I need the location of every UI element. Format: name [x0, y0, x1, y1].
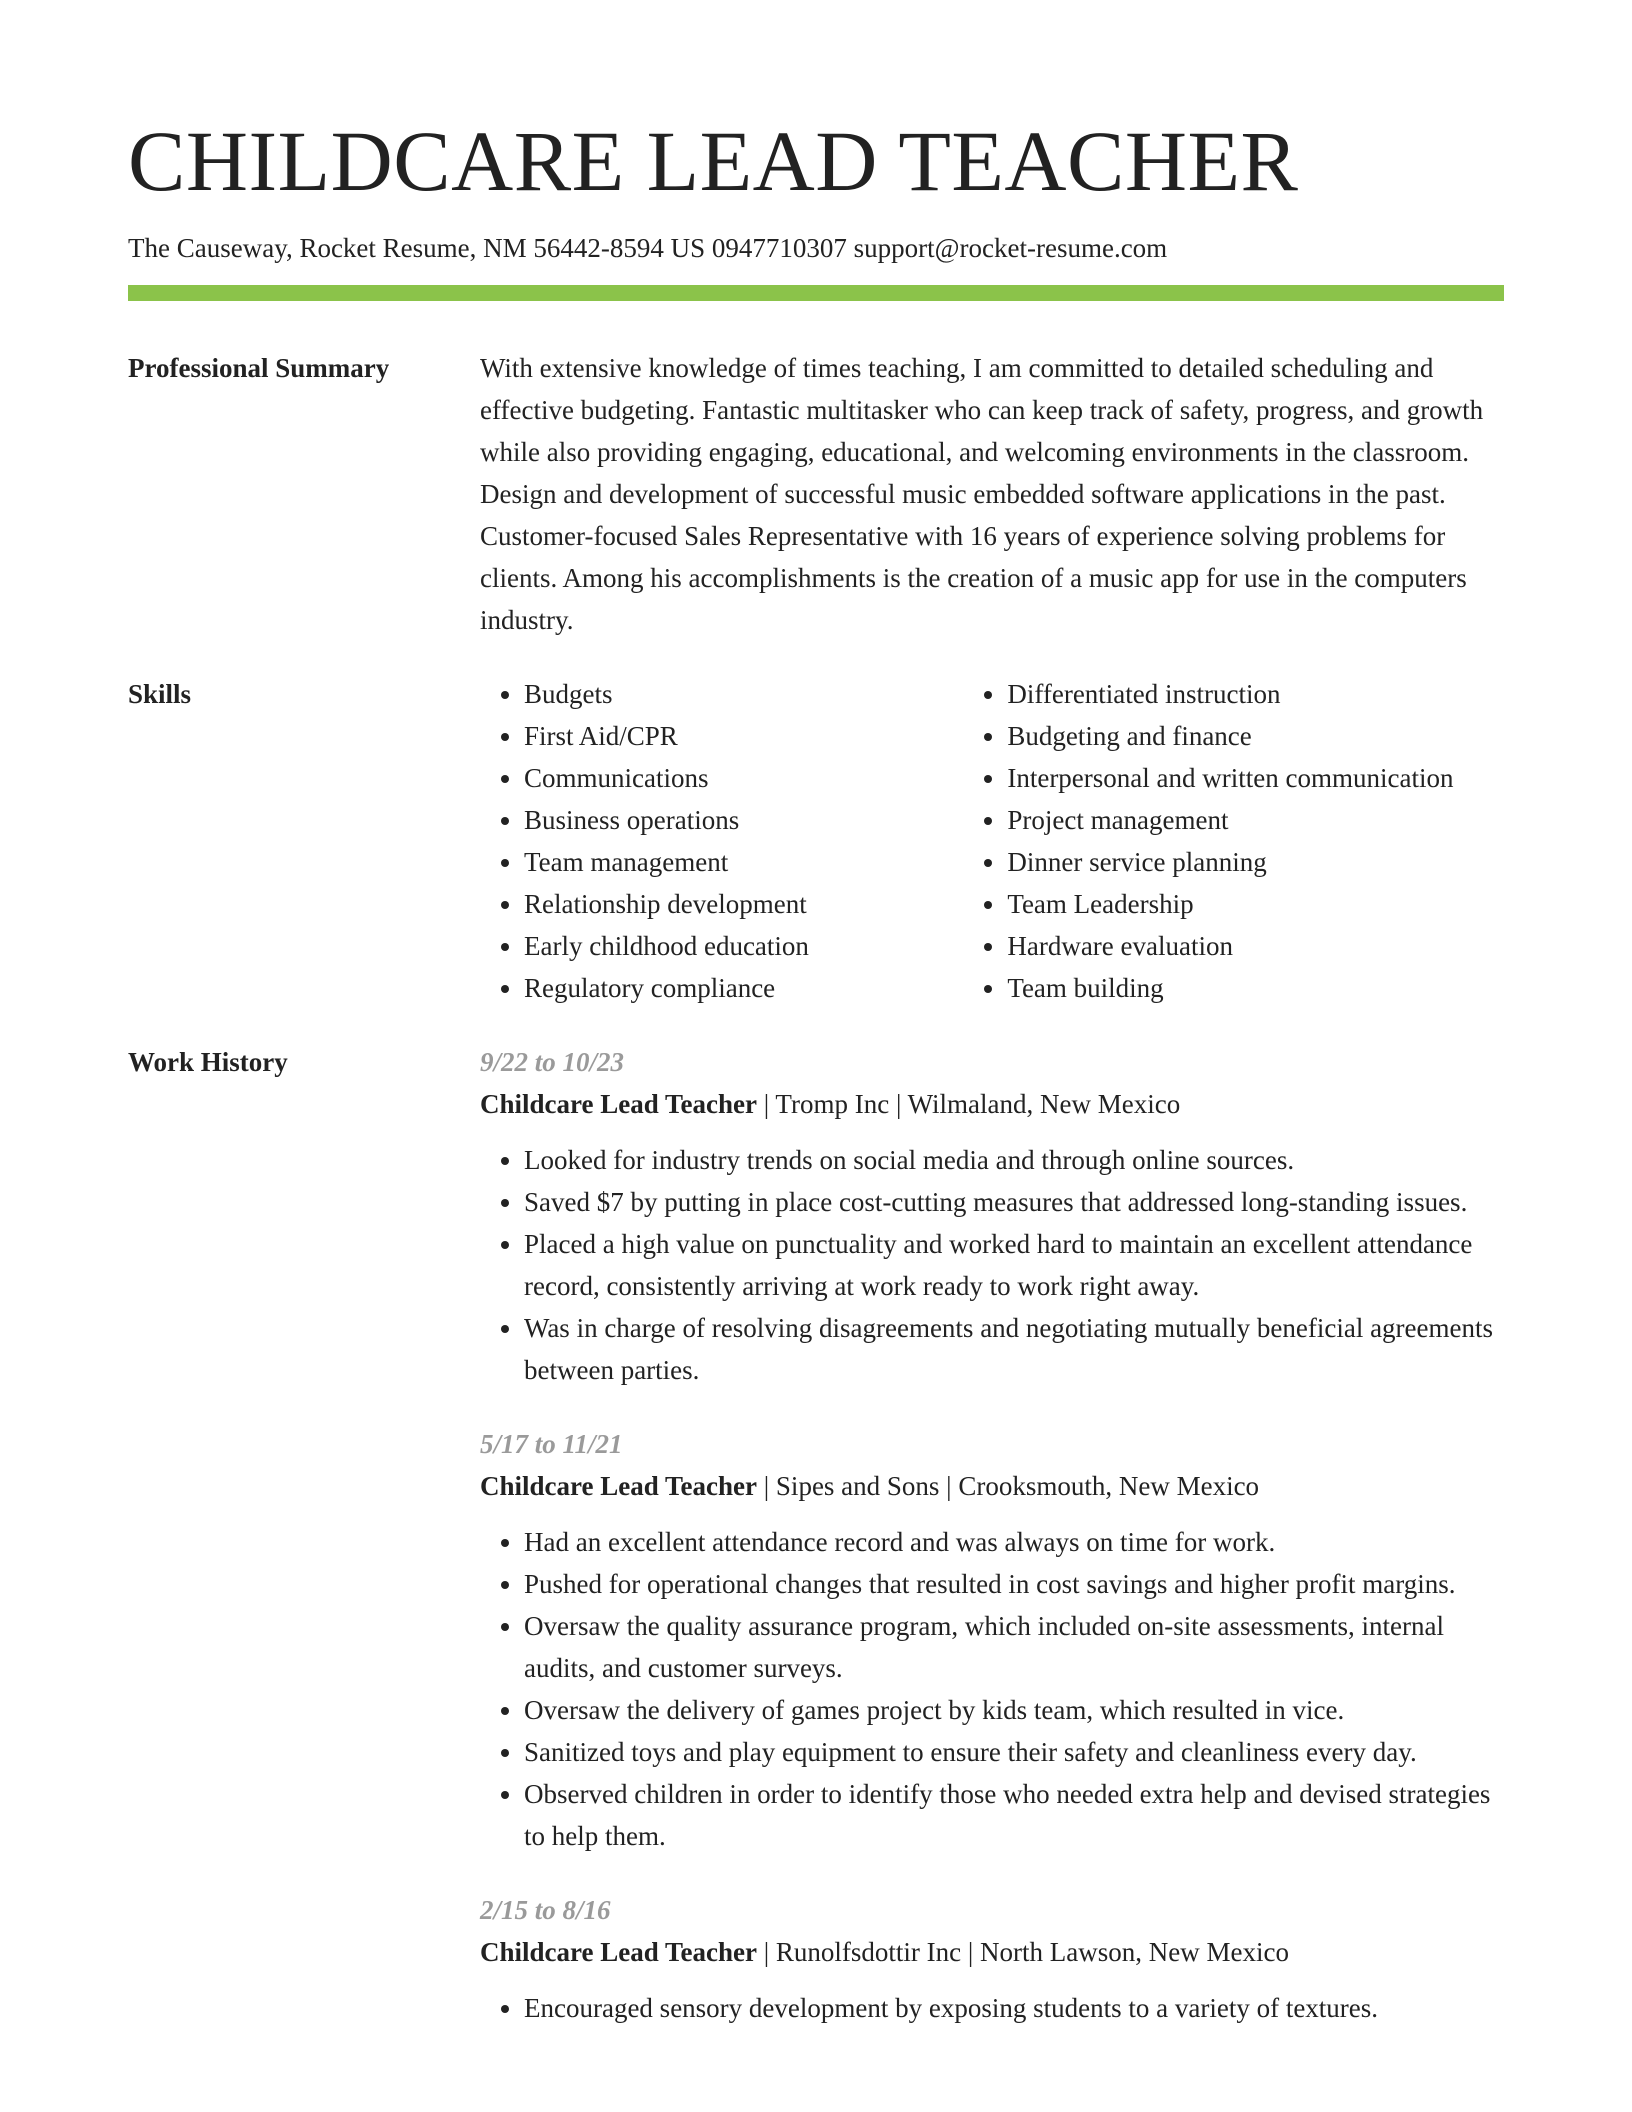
job-bullets	[480, 1987, 1504, 2029]
job-bullet: • Looked for industry trends on social media and through online sources.	[524, 1139, 1504, 1181]
job-bullet: • Encouraged sensory development by exposing students to a variety of textures.	[524, 1987, 1504, 2029]
job-bullet: • Saved $7 by putting in place cost-cutting measures that addressed long-standing issues.	[524, 1181, 1504, 1223]
skill-item: • Hardware evaluation	[1007, 925, 1504, 967]
skill-item: • Interpersonal and written communication	[1007, 757, 1504, 799]
skills-list-left	[480, 673, 963, 1009]
skill-item: • Dinner service planning	[1007, 841, 1504, 883]
job-title: Childcare Lead Teacher	[480, 1089, 758, 1119]
work-history-label: Work History	[128, 1047, 288, 1077]
summary-section	[480, 347, 1504, 641]
job-entry	[480, 1423, 1504, 1857]
skill-item: • Regulatory compliance	[524, 967, 963, 1009]
skill-item: • Business operations	[524, 799, 963, 841]
job-dates: 9/22 to 10/23	[480, 1047, 625, 1077]
job-title: Childcare Lead Teacher	[480, 1937, 758, 1967]
job-bullet: • Oversaw the quality assurance program, which included on-site assessments, internal audits, and customer surveys.	[524, 1605, 1504, 1689]
job-bullet: • Had an excellent attendance record and was always on time for work.	[524, 1521, 1504, 1563]
skill-item: • Team building	[1007, 967, 1504, 1009]
contact-info: The Causeway, Rocket Resume, NM 56442-8594 US 0947710307 support@rocket-resume.com	[128, 233, 1168, 263]
job-bullet: • Was in charge of resolving disagreements and negotiating mutually beneficial agreements between parties.	[524, 1307, 1504, 1391]
job-title: Childcare Lead Teacher	[480, 1471, 758, 1501]
resume-title: CHILDCARE LEAD TEACHER	[128, 113, 1299, 209]
job-bullet: • Observed children in order to identify those who needed extra help and devised strategies to help them.	[524, 1773, 1504, 1857]
skill-item: • Relationship development	[524, 883, 963, 925]
job-entry	[480, 1041, 1504, 1391]
job-details: | Sipes and Sons | Crooksmouth, New Mexico	[757, 1471, 1260, 1501]
job-bullet: • Placed a high value on punctuality and worked hard to maintain an excellent attendance record, consistently arriving at work ready to work right away.	[524, 1223, 1504, 1307]
skill-item: • Differentiated instruction	[1007, 673, 1504, 715]
skill-item: • Early childhood education	[524, 925, 963, 967]
job-bullets	[480, 1139, 1504, 1391]
job-bullet: • Pushed for operational changes that resulted in cost savings and higher profit margins.	[524, 1563, 1504, 1605]
job-dates: 2/15 to 8/16	[480, 1895, 611, 1925]
work-history-section	[480, 1041, 1504, 2061]
skill-item: • Project management	[1007, 799, 1504, 841]
skill-item: • Budgets	[524, 673, 963, 715]
skill-item: • Budgeting and finance	[1007, 715, 1504, 757]
skills-label: Skills	[128, 679, 192, 709]
job-details: | Runolfsdottir Inc | North Lawson, New Mexico	[757, 1937, 1289, 1967]
job-heading	[480, 1465, 1504, 1507]
skills-section	[480, 673, 1504, 1009]
summary-text: With extensive knowledge of times teaching, I am committed to detailed scheduling and effective budgeting. Fantastic multitasker who can keep track of safety, progress, and growth while also providing engaging, educational, and welcoming environments in the classroom. Design and development of successful music embedded software applications in the past. Customer-focused Sales Representative with 16 years of experience solving problems for clients. Among his accomplishments is the creation of a music app for use in the computers industry.	[480, 353, 1484, 635]
job-heading	[480, 1931, 1504, 1973]
skill-item: • Team Leadership	[1007, 883, 1504, 925]
skills-list-right	[963, 673, 1504, 1009]
job-bullet: • Oversaw the delivery of games project by kids team, which resulted in vice.	[524, 1689, 1504, 1731]
job-details: | Tromp Inc | Wilmaland, New Mexico	[757, 1089, 1181, 1119]
summary-label: Professional Summary	[128, 353, 390, 383]
skill-item: • Team management	[524, 841, 963, 883]
job-bullet: • Sanitized toys and play equipment to ensure their safety and cleanliness every day.	[524, 1731, 1504, 1773]
job-heading	[480, 1083, 1504, 1125]
skill-item: • First Aid/CPR	[524, 715, 963, 757]
job-dates: 5/17 to 11/21	[480, 1429, 623, 1459]
skill-item: • Communications	[524, 757, 963, 799]
job-bullets	[480, 1521, 1504, 1857]
job-entry	[480, 1889, 1504, 2029]
accent-divider	[128, 285, 1504, 301]
